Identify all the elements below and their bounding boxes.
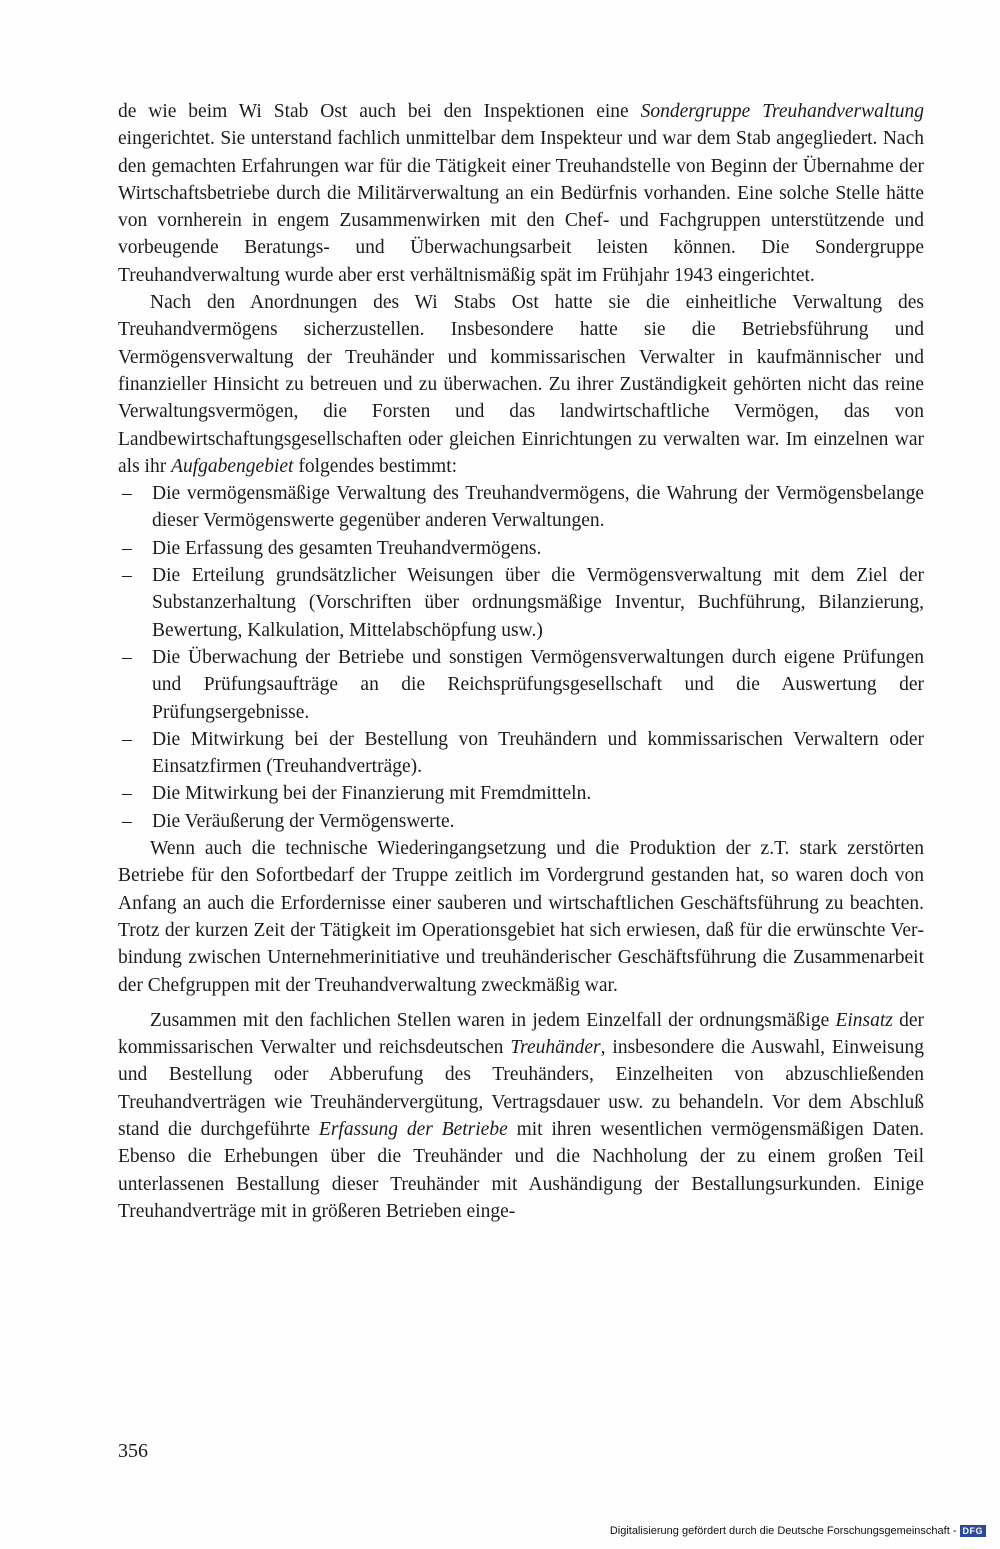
- page-number: 356: [118, 1440, 148, 1462]
- text-run: Wenn auch die technische Wiederingangsetzung und die Produktion der z.T. stark zerstörten Betriebe für den Sofortbedarf der Truppe zeitlich im Vordergrund gestanden hat, so waren doch von Anfang an auch die Erfordernisse einer sauberen und wirtschaftlichen Geschäftsführung zu beachten. Trotz der kurzen Zeit der Tätigkeit im Operationsgebiet hat sich erwiesen, daß für die erwünschte Verbindung zwischen Unternehmerinitiative und treuhänderischer Geschäftsführung die Zusammenarbeit der Chefgruppen mit der Treuhandverwaltung zweckmäßig war.: [118, 838, 924, 996]
- text-run: de wie beim Wi Stab Ost auch bei den Inspektionen eine: [118, 101, 641, 122]
- text-run: mit ihren wesentlichen vermögensmäßigen Daten. Ebenso die Erhebungen über die Treuhänder und die Nachholung der zu einem großen Teil unterlassenen Bestallung dieser Treuhänder mit Aushändigung der Bestallungsurkunden. Einige Treuhandverträge mit in größeren Betrieben einge-: [118, 1118, 924, 1222]
- paragraph-1: [118, 98, 924, 289]
- footer-credit: [610, 1525, 986, 1537]
- dash-bullet: –: [122, 810, 132, 832]
- footer-text: Digitalisierung gefördert durch die Deutsche Forschungsgemeinschaft -: [609, 1525, 957, 1537]
- dash-bullet: –: [122, 537, 132, 559]
- list-item-text: Die Veräußerung der Vermögenswerte.: [152, 810, 455, 832]
- list-item: [118, 562, 924, 644]
- list-item-text: Die Mitwirkung bei der Finanzierung mit Fremdmitteln.: [152, 783, 592, 805]
- dash-bullet: –: [122, 783, 132, 805]
- text-run: eingerichtet. Sie unterstand fachlich unmittelbar dem Inspekteur und war dem Stab angegliedert. Nach den gemachten Erfahrungen war für die Tätigkeit einer Treuhandstelle von Beginn der Übernahme der Wirtschaftsbetriebe durch die Militärverwaltung an ein Bedürfnis vorhanden. Eine solche Stelle hätte von vornherein in engem Zusammenwirken mit den Chef- und Fachgruppen unterstützende und vorbeugende Beratungs- und Überwachungsarbeit leisten können. Die Sondergruppe Treuhandverwaltung wurde aber erst verhältnismäßig spät im Frühjahr 1943 eingerichtet.: [118, 128, 924, 286]
- list-item: [118, 726, 924, 781]
- list-item: [118, 808, 924, 835]
- paragraph-2: [118, 289, 924, 480]
- dash-bullet: –: [122, 483, 132, 505]
- list-item: [118, 644, 924, 726]
- dash-bullet: –: [122, 728, 132, 750]
- list-item-text: Die Erteilung grundsätzlicher Weisungen über die Vermögensverwaltung mit dem Ziel der Substanzerhaltung (Vorschriften über ordnungsmäßige Inventur, Buchführung, Bilanzierung, Bewertung, Kalkulation, Mittelabschöpfung usw.): [152, 565, 924, 641]
- emphasis-text: Einsatz: [835, 1009, 893, 1031]
- emphasis-text: Sondergruppe Treuhandverwaltung: [640, 101, 924, 122]
- list-item-text: Die Mitwirkung bei der Bestellung von Treuhändern und kommissarischen Verwaltern oder Einsatzfirmen (Treuhandverträge).: [152, 728, 924, 778]
- list-item-text: Die Erfassung des gesamten Treuhandvermögens.: [152, 537, 542, 559]
- dash-bullet: –: [122, 646, 132, 668]
- page-body: [118, 98, 924, 1225]
- paragraph-3: [118, 835, 924, 999]
- paragraph-4: [118, 1007, 924, 1225]
- list-item: [118, 480, 924, 535]
- text-run: , insbesondere die Auswahl, Einweisung und Bestellung oder Abberufung des Treuhänders, Einzelheiten von abzuschließenden Treuhandverträgen wie Treuhändervergütung, Vertragsdauer usw. zu behandeln. Vor dem Abschluß stand die durchgeführte: [118, 1037, 924, 1140]
- task-list: [118, 480, 924, 835]
- dfg-logo: DFG: [960, 1525, 987, 1537]
- dash-bullet: –: [122, 565, 132, 587]
- list-item-text: Die vermögensmäßige Verwaltung des Treuhandvermögens, die Wahrung der Vermögensbelange dieser Vermögenswerte gegenüber anderen Verwaltungen.: [152, 483, 924, 532]
- emphasis-text: Aufgabengebiet: [171, 455, 294, 477]
- list-item: [118, 780, 924, 807]
- list-item: [118, 535, 924, 562]
- text-run: der kommissarischen Verwalter und reichsdeutschen: [118, 1009, 925, 1059]
- text-run: Zusammen mit den fachlichen Stellen waren in jedem Einzelfall der ordnungsmäßige: [150, 1009, 836, 1031]
- list-item-text: Die Überwachung der Betriebe und sonstigen Vermögensverwaltungen durch eigene Prüfungen und Prüfungsaufträge an die Reichsprüfungsgesellschaft und die Auswertung der Prüfungsergebnisse.: [152, 646, 924, 723]
- text-run: folgendes bestimmt:: [293, 455, 458, 477]
- emphasis-text: Erfassung der Betriebe: [318, 1118, 508, 1140]
- text-run: Nach den Anordnungen des Wi Stabs Ost hatte sie die einheitliche Verwaltung des Treuhandvermögens sicherzustellen. Insbesondere hatte sie die Betriebsführung und Vermögensverwaltung der Treuhänder und kommissarischen Verwalter in kaufmännischer und finanzieller Hinsicht zu betreuen und zu überwachen. Zu ihrer Zuständigkeit gehörten nicht das reine Verwaltungsvermögen, die Forsten und das landwirtschaftliche Vermögen, das von Landbewirtschaftungsgesellschaften oder gleichen Einrichtungen zu verwalten war. Im einzelnen war als ihr: [118, 292, 924, 477]
- emphasis-text: Treuhänder: [510, 1037, 601, 1059]
